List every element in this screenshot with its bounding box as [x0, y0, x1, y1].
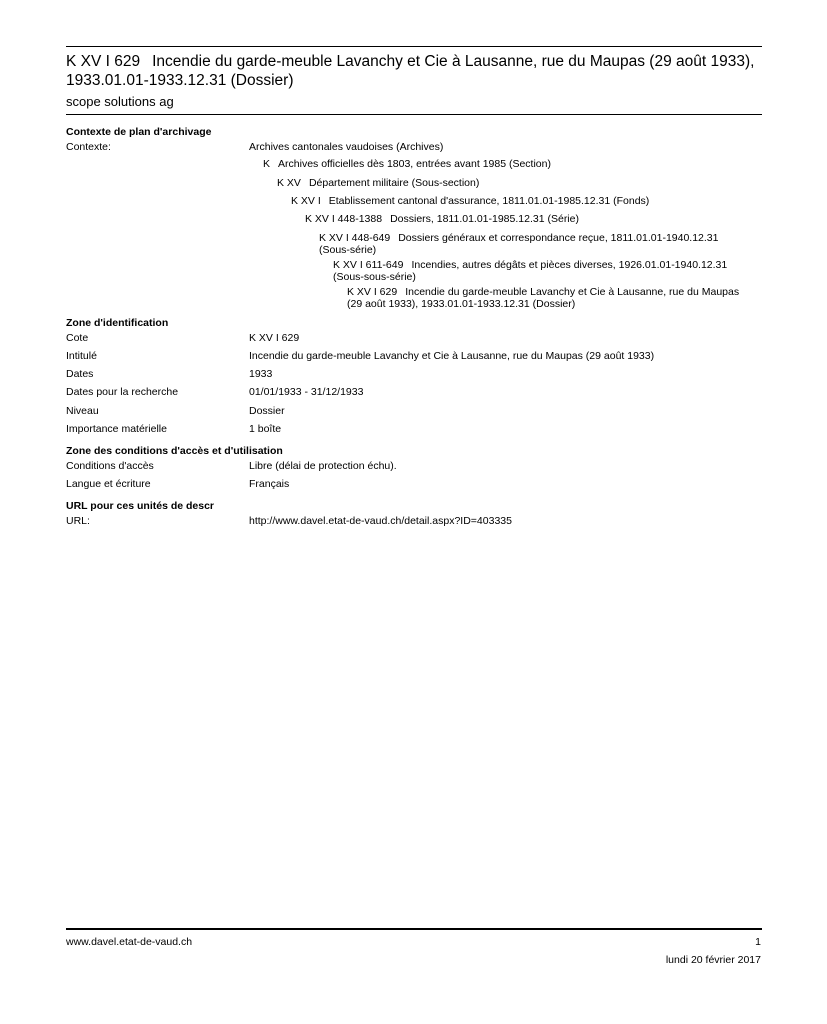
footer-page-number: 1: [755, 936, 761, 948]
tree-cote: K XV I: [291, 195, 321, 207]
tree-text: Incendie du garde-meuble Lavanchy et Cie à Lausanne, rue du Maupas (29 août 1933), 1933.01.01-1933.12.31 (Dossier): [347, 286, 740, 310]
tree-level-3: [291, 195, 763, 207]
tree-cote: K XV: [277, 177, 301, 189]
tree-level-5: [319, 232, 749, 256]
field-value: Français: [249, 478, 290, 490]
field-label: Langue et écriture: [66, 478, 151, 490]
tree-level-1: [263, 158, 763, 170]
title-text: Incendie du garde-meuble Lavanchy et Cie à Lausanne, rue du Maupas (29 août 1933), 1933.01.01-1933.12.31 (Dossier): [66, 53, 755, 89]
header-top-rule: [66, 46, 762, 47]
field-value: 01/01/1933 - 31/12/1933: [249, 386, 364, 398]
field-value: 1 boîte: [249, 423, 282, 435]
field-value: Libre (délai de protection échu).: [249, 460, 397, 472]
footer-rule: [66, 928, 762, 930]
access-section-title: Zone des conditions d'accès et d'utilisation: [66, 445, 283, 457]
tree-cote: K: [263, 158, 271, 170]
field-value: 1933: [249, 368, 273, 380]
field-value: Dossier: [249, 405, 285, 417]
title-cote: K XV I 629: [66, 53, 141, 70]
field-label: Importance matérielle: [66, 423, 167, 435]
field-label: Dates: [66, 368, 94, 380]
tree-cote: K XV I 611-649: [333, 259, 404, 271]
tree-text: Incendies, autres dégâts et pièces diverses, 1926.01.01-1940.12.31 (Sous-sous-série): [333, 259, 728, 283]
tree-level-4: [305, 213, 763, 225]
tree-text: Dossiers généraux et correspondance reçue, 1811.01.01-1940.12.31 (Sous-série): [319, 232, 719, 256]
field-value: Incendie du garde-meuble Lavanchy et Cie à Lausanne, rue du Maupas (29 août 1933): [249, 350, 655, 362]
tree-text: Dossiers, 1811.01.01-1985.12.31 (Série): [390, 213, 579, 225]
tree-level-7: [347, 286, 757, 310]
tree-cote: K XV I 448-1388: [305, 213, 383, 225]
field-label: Intitulé: [66, 350, 97, 362]
footer-date: lundi 20 février 2017: [665, 954, 761, 966]
footer-site[interactable]: www.davel.etat-de-vaud.ch: [66, 936, 193, 948]
context-label: Contexte:: [66, 141, 111, 153]
page-title: [66, 52, 766, 90]
tree-cote: K XV I 448-649: [319, 232, 391, 244]
organization-name: scope solutions ag: [66, 94, 174, 109]
tree-cote: K XV I 629: [347, 286, 398, 298]
url-label: URL:: [66, 515, 90, 527]
url-link[interactable]: http://www.davel.etat-de-vaud.ch/detail.aspx?ID=403335: [249, 515, 512, 527]
tree-level-2: [277, 177, 763, 189]
field-label: Niveau: [66, 405, 99, 417]
field-label: Dates pour la recherche: [66, 386, 179, 398]
header-bottom-rule: [66, 114, 762, 115]
tree-text: Département militaire (Sous-section): [308, 177, 480, 189]
context-root: Archives cantonales vaudoises (Archives): [249, 141, 444, 153]
field-value: K XV I 629: [249, 332, 300, 344]
field-label: Conditions d'accès: [66, 460, 154, 472]
tree-text: Archives officielles dès 1803, entrées avant 1985 (Section): [278, 158, 551, 170]
context-section-title: Contexte de plan d'archivage: [66, 126, 212, 138]
tree-text: Etablissement cantonal d'assurance, 1811.01.01-1985.12.31 (Fonds): [328, 195, 650, 207]
identification-section-title: Zone d'identification: [66, 317, 169, 329]
field-label: Cote: [66, 332, 89, 344]
url-section-title: URL pour ces unités de descr: [66, 500, 215, 512]
tree-level-6: [333, 259, 753, 283]
